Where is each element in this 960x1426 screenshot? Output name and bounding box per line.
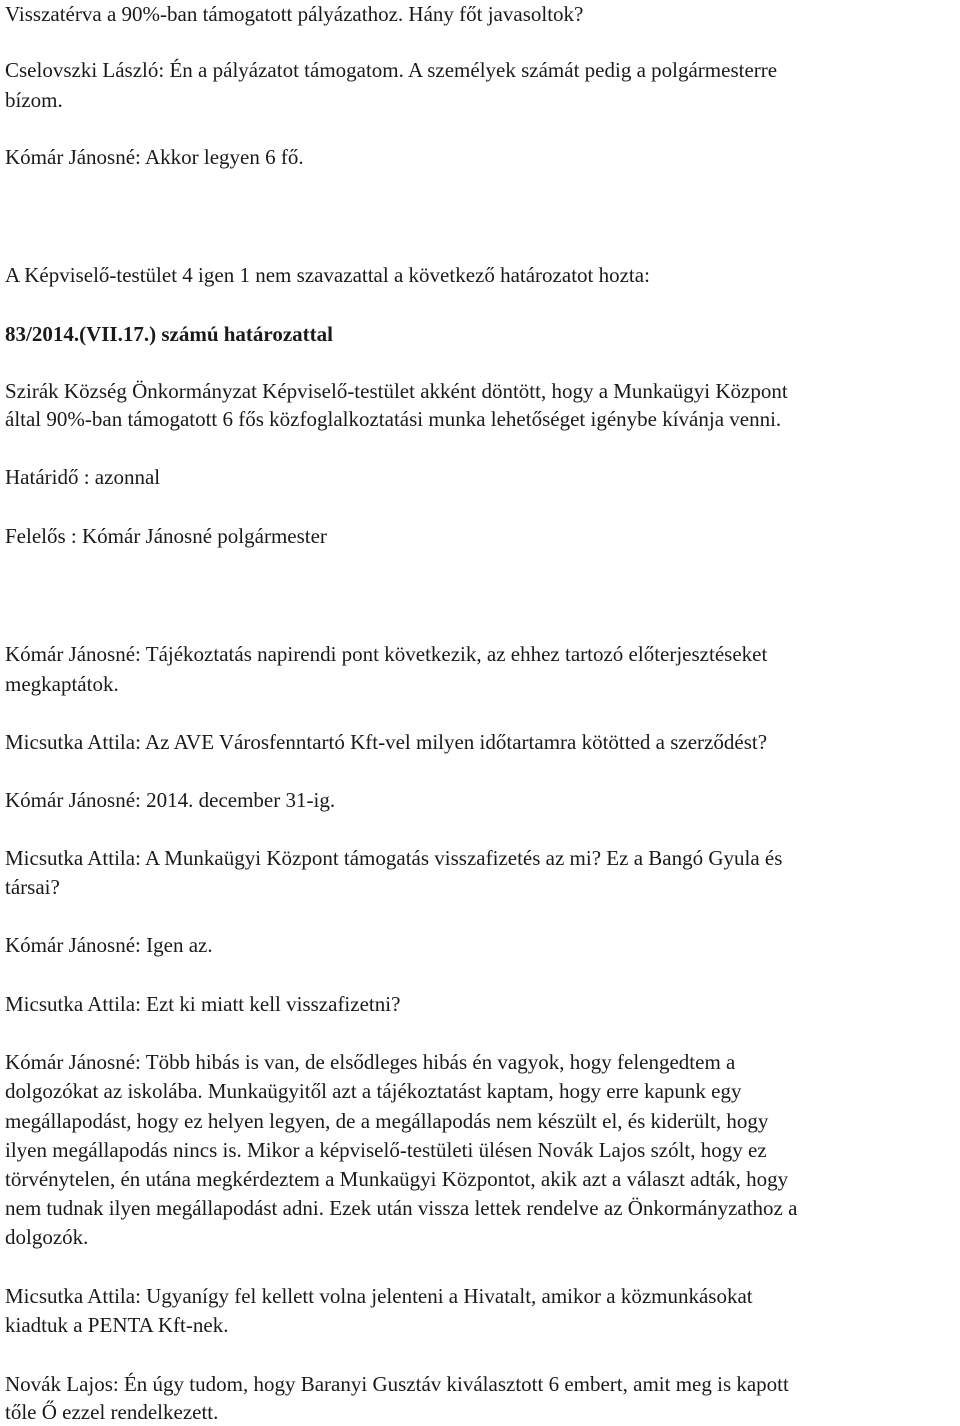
text-line: Micsutka Attila: Ugyanígy fel kellett volna jelenteni a Hivatalt, amikor a közmunkásokat [5,1284,753,1308]
text-line: Kómár Jánosné: 2014. december 31-ig. [5,788,336,812]
text-line: Novák Lajos: Én úgy tudom, hogy Baranyi Gusztáv kiválasztott 6 embert, amit meg is kapott [5,1372,789,1396]
text-line: Micsutka Attila: Az AVE Városfenntartó Kft-vel milyen időtartamra kötötted a szerződést? [5,730,768,754]
text-line: Visszatérva a 90%-ban támogatott pályázathoz. Hány főt javasoltok? [5,2,584,26]
text-line: megállapodást, hogy ez helyen legyen, de a megállapodás nem készült el, és kiderült, hogy [5,1109,769,1133]
text-line: dolgozókat az iskolába. Munkaügyitől azt a tájékoztatást kaptam, hogy erre kapunk egy [5,1079,742,1103]
text-line: tőle Ő ezzel rendelkezett. [5,1400,219,1424]
deadline-line: Határidő : azonnal [5,465,161,489]
text-line: Micsutka Attila: Ezt ki miatt kell visszafizetni? [5,992,401,1016]
text-line: Cselovszki László: Én a pályázatot támogatom. A személyek számát pedig a polgármesterre [5,58,778,82]
text-line: társai? [5,875,60,899]
responsible-line: Felelős : Kómár Jánosné polgármester [5,524,327,548]
text-line: Kómár Jánosné: Több hibás is van, de elsődleges hibás én vagyok, hogy felengedtem a [5,1050,736,1074]
text-line: törvénytelen, én utána megkérdeztem a Munkaügyi Központot, akik azt a választ adták, hogy [5,1167,789,1191]
text-line: megkaptátok. [5,672,119,696]
text-line: A Képviselő-testület 4 igen 1 nem szavazattal a következő határozatot hozta: [5,263,650,287]
text-line: Micsutka Attila: A Munkaügyi Központ támogatás visszafizetés az mi? Ez a Bangó Gyula és [5,846,783,870]
resolution-heading: 83/2014.(VII.17.) számú határozattal [5,322,334,346]
text-line: Kómár Jánosné: Akkor legyen 6 fő. [5,145,304,169]
text-line: dolgozók. [5,1225,89,1249]
text-line: kiadtuk a PENTA Kft-nek. [5,1313,229,1337]
text-line: bízom. [5,88,63,112]
text-line: által 90%-ban támogatott 6 fős közfoglalkoztatási munka lehetőséget igénybe kívánja venni. [5,407,782,431]
text-line: ilyen megállapodás nincs is. Mikor a képviselő-testületi ülésen Novák Lajos szólt, hogy ez [5,1138,767,1162]
text-line: Kómár Jánosné: Igen az. [5,933,213,957]
text-line: Szirák Község Önkormányzat Képviselő-testület akként döntött, hogy a Munkaügyi Központ [5,379,788,403]
text-line: nem tudnak ilyen megállapodást adni. Ezek után vissza lettek rendelve az Önkormányzathoz a [5,1196,798,1220]
text-line: Kómár Jánosné: Tájékoztatás napirendi pont következik, az ehhez tartozó előterjesztéseket [5,642,768,666]
